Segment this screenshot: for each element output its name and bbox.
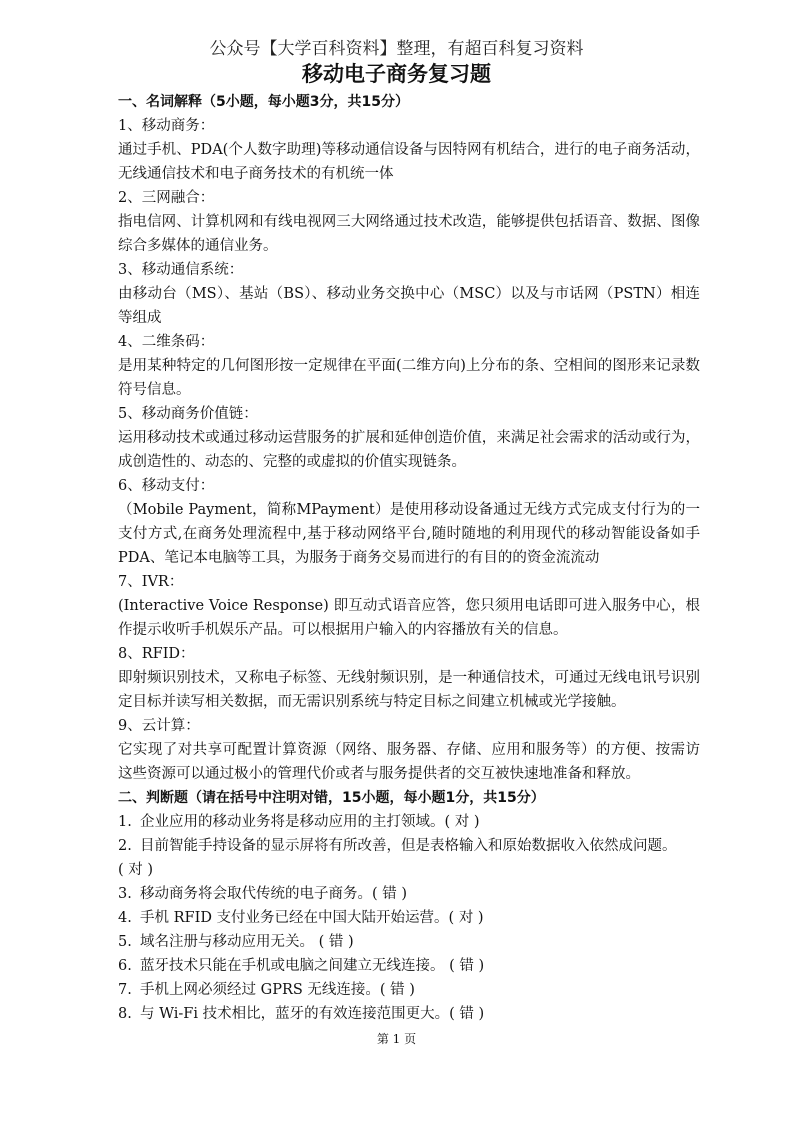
definition-line: 定目标并读写相关数据，而无需识别系统与特定目标之间建立机械或光学接触。 — [118, 694, 626, 710]
question-item — [118, 906, 700, 930]
term-heading: 9、云计算： — [118, 718, 200, 734]
document-body — [118, 90, 700, 1026]
question-item — [118, 858, 700, 882]
question-text: 目前智能手持设备的显示屏将有所改善，但是表格输入和原始数据收入依然成问题。 — [140, 838, 677, 854]
page-header-note: 公众号【大学百科资料】整理，有超百科复习资料 — [209, 39, 584, 59]
question-number: 5. — [118, 934, 132, 950]
question-text: 与 Wi-Fi 技术相比，蓝牙的有效连接范围更大。( 错 ) — [140, 1006, 485, 1022]
definition-line: 它实现了对共享可配置计算资源（网络、服务器、存储、应用和服务等）的方便、按需访 — [118, 742, 700, 758]
question-item — [118, 810, 700, 834]
document-title: 移动电子商务复习题 — [302, 62, 491, 86]
question-number: 2. — [118, 838, 132, 854]
question-item — [118, 954, 700, 978]
question-number: 6. — [118, 958, 132, 974]
question-item — [118, 882, 700, 906]
question-text: 手机 RFID 支付业务已经在中国大陆开始运营。( 对 ) — [140, 910, 484, 926]
question-number: 7. — [118, 982, 132, 998]
term-heading: 2、三网融合： — [118, 190, 215, 206]
question-item — [118, 834, 700, 858]
question-text: 企业应用的移动业务将是移动应用的主打领域。( 对 ) — [140, 814, 480, 830]
question-number: 1. — [118, 814, 132, 830]
term-heading: 1、移动商务： — [118, 118, 215, 134]
definition-line: 由移动台（MS）、基站（BS）、移动业务交换中心（MSC）以及与市话网（PSTN）相连 — [118, 286, 700, 302]
definition-line: （Mobile Payment，简称MPayment）是使用移动设备通过无线方式完成支付行为的一 — [118, 502, 700, 518]
definition-line: 通过手机、PDA(个人数字助理)等移动通信设备与因特网有机结合，进行的电子商务活动， — [118, 142, 700, 158]
definition-line: 等组成 — [118, 310, 162, 326]
definition-line: (Interactive Voice Response) 即互动式语音应答，您只须用电话即可进入服务中心，根 — [118, 598, 700, 614]
definition-line: 运用移动技术或通过移动运营服务的扩展和延伸创造价值，来满足社会需求的活动或行为， — [118, 430, 700, 446]
definition-line: 指电信网、计算机网和有线电视网三大网络通过技术改造，能够提供包括语音、数据、图像 — [118, 214, 700, 230]
page-number: 第 1 页 — [376, 1032, 417, 1046]
question-item — [118, 978, 700, 1002]
question-text: ( 对 ) — [118, 862, 154, 878]
term-heading: 3、移动通信系统： — [118, 262, 244, 278]
definition-line: PDA、笔记本电脑等工具，为服务于商务交易而进行的有目的的资金流流动 — [118, 550, 600, 566]
question-text: 手机上网必须经过 GPRS 无线连接。( 错 ) — [140, 982, 415, 998]
question-text: 蓝牙技术只能在手机或电脑之间建立无线连接。 ( 错 ) — [140, 958, 485, 974]
term-heading: 4、二维条码： — [118, 334, 215, 350]
question-number: 4. — [118, 910, 132, 926]
definition-line: 支付方式,在商务处理流程中,基于移动网络平台,随时随地的利用现代的移动智能设备如手 — [118, 526, 700, 542]
term-heading: 7、IVR： — [118, 574, 184, 590]
term-heading: 6、移动支付： — [118, 478, 215, 494]
question-item — [118, 1002, 700, 1026]
question-text: 域名注册与移动应用无关。 ( 错 ) — [140, 934, 354, 950]
question-number: 8. — [118, 1006, 132, 1022]
question-item — [118, 930, 700, 954]
definition-line: 这些资源可以通过极小的管理代价或者与服务提供者的交互被快速地准备和释放。 — [118, 766, 640, 782]
term-heading: 8、RFID： — [118, 646, 195, 662]
question-number: 3. — [118, 886, 132, 902]
question-text: 移动商务将会取代传统的电子商务。( 错 ) — [140, 886, 408, 902]
definition-line: 成创造性的、动态的、完整的或虚拟的价值实现链条。 — [118, 454, 466, 470]
definition-line: 综合多媒体的通信业务。 — [118, 238, 278, 254]
definition-line: 无线通信技术和电子商务技术的有机统一体 — [118, 166, 394, 182]
definition-line: 是用某种特定的几何图形按一定规律在平面(二维方向)上分布的条、空相间的图形来记录数 — [118, 358, 700, 374]
definition-line: 符号信息。 — [118, 382, 191, 398]
section-heading: 二、判断题（请在括号中注明对错，15小题，每小题1分，共15分） — [118, 790, 545, 806]
definition-line: 作提示收听手机娱乐产品。可以根据用户输入的内容播放有关的信息。 — [118, 622, 568, 638]
section-heading: 一、名词解释（5小题，每小题3分，共15分） — [118, 94, 409, 110]
term-heading: 5、移动商务价值链： — [118, 406, 258, 422]
definition-line: 即射频识别技术，又称电子标签、无线射频识别，是一种通信技术，可通过无线电讯号识别 — [118, 670, 700, 686]
